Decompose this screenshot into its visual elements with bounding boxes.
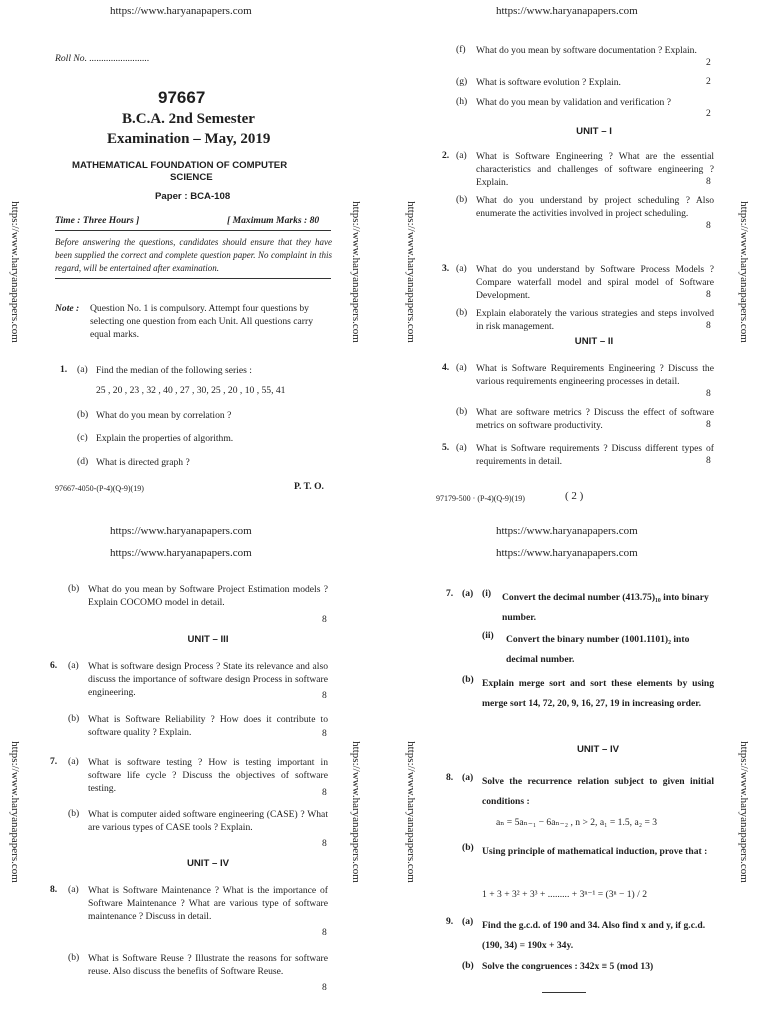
q8b-marks-left: 8 [322, 982, 327, 993]
q5b-label: (b) [68, 583, 80, 594]
q8b-label-right: (b) [462, 842, 474, 853]
unit-1-heading: UNIT – I [576, 126, 612, 137]
q4b-text: What are software metrics ? Discuss the effect of software metrics on software productivity. [476, 407, 714, 431]
q1a-series: 25 , 20 , 23 , 32 , 40 , 27 , 30, 25 , 20 , 10 , 55, 41 [96, 385, 286, 396]
q5a-marks: 8 [706, 455, 711, 466]
page-4-header-url-1: https://www.haryanapapers.com [496, 525, 638, 537]
q8b-label-left: (b) [68, 952, 80, 963]
page-2-side-url-left: https://www.haryanapapers.com [405, 201, 417, 343]
page-2-number: ( 2 ) [565, 490, 584, 502]
q8b-formula: 1 + 3 + 3² + 3³ + ......... + 3ⁿ⁻¹ = (3ⁿ − 1) / 2 [482, 889, 648, 900]
roll-number: Roll No. ......................... [55, 53, 150, 64]
q6a-label: (a) [68, 660, 79, 671]
q4b-label: (b) [456, 406, 468, 417]
q6b-text: What is Software Reliability ? How does it contribute to software quality ? Explain. [88, 714, 328, 738]
q6-number: 6. [50, 660, 58, 671]
page-1-footer-code: 97667-4050-(P-4)(Q-9)(19) [55, 484, 144, 493]
q8a-formula: aₙ = 5aₙ₋₁ − 6aₙ₋₂ , n > 2, a₁ = 1.5, a₂ = 3 [496, 817, 658, 828]
q2b-text: What do you understand by project scheduling ? Also enumerate the activities involved in project scheduling. [476, 195, 714, 219]
subject-line-1: MATHEMATICAL FOUNDATION OF COMPUTER [72, 160, 288, 171]
q1d-text: What is directed graph ? [96, 457, 190, 468]
q1a-label: (a) [77, 364, 88, 375]
q2-number: 2. [442, 150, 450, 161]
q8b-text-left: What is Software Reuse ? Illustrate the reasons for software reuse. Also discuss the benefits of Software Reuse. [88, 953, 328, 977]
page-3 [0, 512, 384, 1024]
q3a-label: (a) [456, 263, 467, 274]
note-text: Question No. 1 is compulsory. Attempt four questions by selecting one question from each Unit. All questions carry equal marks. [90, 303, 313, 340]
q4a-label: (a) [456, 362, 467, 373]
end-of-paper-rule [542, 992, 586, 993]
q8-number-right: 8. [446, 772, 454, 783]
unit-3-heading: UNIT – III [187, 634, 229, 645]
exam-title: Examination – May, 2019 [107, 131, 271, 147]
page-4-header-url-2: https://www.haryanapapers.com [496, 547, 638, 559]
time-allowed: Time : Three Hours ] [55, 215, 140, 226]
q5a-label: (a) [456, 442, 467, 453]
q3a-text: What do you understand by Software Process Models ? Compare waterfall model and spiral model of Software Development. [476, 264, 714, 301]
q9b-text: Solve the congruences : 342x ≡ 5 (mod 13) [482, 961, 654, 972]
q6a-text: What is software design Process ? State its relevance and also discuss the importance of software design Process in software engineering. [88, 661, 328, 698]
q2a-label: (a) [456, 150, 467, 161]
q5b-marks: 8 [322, 614, 327, 625]
q9a-text: Find the g.c.d. of 190 and 34. Also find x and y, if g.c.d. (190, 34) = 190x + 34y. [482, 920, 706, 951]
unit-4-heading-left: UNIT – IV [186, 858, 230, 869]
q4a-marks: 8 [706, 388, 711, 399]
page-1-side-url-right: https://www.haryanapapers.com [350, 201, 362, 343]
paper-number: Paper : BCA-108 [155, 191, 231, 202]
page-2-footer-code: 97179-500 · (P-4)(Q-9)(19) [436, 494, 525, 503]
q1-number: 1. [60, 364, 68, 375]
q1f-label: (f) [456, 44, 466, 55]
q4b-marks: 8 [706, 419, 711, 430]
q1f-text: What do you mean by software documentation ? Explain. [476, 45, 697, 56]
page-2 [384, 0, 768, 512]
q3a-marks: 8 [706, 289, 711, 300]
page-3-side-url-left: https://www.haryanapapers.com [9, 741, 21, 883]
pto-label: P. T. O. [294, 481, 324, 492]
page-2-side-url-right: https://www.haryanapapers.com [738, 201, 750, 343]
q3-number: 3. [442, 263, 450, 274]
paper-code: 97667 [158, 88, 206, 107]
header-rule-top [55, 230, 331, 231]
q1b-label: (b) [77, 409, 89, 420]
q7b-label: (b) [68, 808, 80, 819]
q1a-text: Find the median of the following series : [96, 365, 252, 376]
q7ai-label: (i) [482, 588, 492, 599]
note-label: Note : [55, 303, 80, 314]
q1d-label: (d) [77, 456, 89, 467]
q6b-marks: 8 [322, 728, 327, 739]
q8a-marks-left: 8 [322, 927, 327, 938]
q1h-label: (h) [456, 96, 468, 107]
q1b-text: What do you mean by correlation ? [96, 410, 232, 421]
q8a-text-left: What is Software Maintenance ? What is the importance of Software Maintenance ? What are various type of software maintenance ? Discuss in detail. [88, 885, 328, 922]
page-1-side-url-left: https://www.haryanapapers.com [9, 201, 21, 343]
q1c-label: (c) [77, 432, 88, 443]
q5-number: 5. [442, 442, 450, 453]
q2b-marks: 8 [706, 220, 711, 231]
q7a-text: What is software testing ? How is testing important in software life cycle ? Discuss the objectives of software testing. [88, 757, 328, 794]
q7b-marks: 8 [322, 838, 327, 849]
page-4-side-url-right: https://www.haryanapapers.com [738, 741, 750, 883]
q2b-label: (b) [456, 194, 468, 205]
course-title: B.C.A. 2nd Semester [122, 111, 255, 127]
q8a-text-right: Solve the recurrence relation subject to given initial conditions : [482, 776, 714, 807]
candidate-instruction: Before answering the questions, candidates should ensure that they have been supplied the correct and complete question paper. No complaint in this regard, will be entertained after examination. [55, 237, 332, 273]
q1g-text: What is software evolution ? Explain. [476, 77, 621, 88]
q7-number: 7. [50, 756, 58, 767]
q8b-text-right: Using principle of mathematical induction, prove that : [482, 846, 708, 857]
q5b-text: What do you mean by Software Project Estimation models ? Explain COCOMO model in detail. [88, 584, 328, 608]
maximum-marks: [ Maximum Marks : 80 [227, 215, 320, 226]
page-4 [384, 512, 768, 1024]
page-3-header-url-1: https://www.haryanapapers.com [110, 525, 252, 537]
q1c-text: Explain the properties of algorithm. [96, 433, 234, 444]
q7ai-text: Convert the decimal number (413.75)₁₀ into binary number. [502, 592, 709, 623]
q7b-label-right: (b) [462, 674, 474, 685]
unit-4-heading-right: UNIT – IV [576, 744, 620, 755]
q1f-marks: 2 [706, 57, 711, 68]
page-2-header-url: https://www.haryanapapers.com [496, 5, 638, 17]
page-1-header-url: https://www.haryanapapers.com [110, 5, 252, 17]
q4-number: 4. [442, 362, 450, 373]
q4a-text: What is Software Requirements Engineering ? Discuss the various requirements engineering processes in detail. [476, 363, 714, 387]
q6a-marks: 8 [322, 690, 327, 701]
q1h-marks: 2 [706, 108, 711, 119]
q7aii-label: (ii) [482, 630, 494, 641]
q6b-label: (b) [68, 713, 80, 724]
q8a-label-left: (a) [68, 884, 79, 895]
q9-number: 9. [446, 916, 454, 927]
unit-2-heading: UNIT – II [574, 336, 614, 347]
q3b-text: Explain elaborately the various strategies and steps involved in risk management. [476, 308, 714, 332]
q5a-text: What is Software requirements ? Discuss different types of requirements in detail. [476, 443, 714, 467]
page-1 [0, 0, 384, 512]
q7b-text: What is computer aided software engineering (CASE) ? What are various types of CASE tools ? Explain. [88, 809, 328, 833]
q3b-marks: 8 [706, 320, 711, 331]
q1h-text: What do you mean by validation and verification ? [476, 97, 672, 108]
q3b-label: (b) [456, 307, 468, 318]
q7a-label-right: (a) [462, 588, 474, 599]
q2a-marks: 8 [706, 176, 711, 187]
q8a-label-right: (a) [462, 772, 474, 783]
q7a-marks: 8 [322, 787, 327, 798]
q1g-label: (g) [456, 76, 468, 87]
page-3-header-url-2: https://www.haryanapapers.com [110, 547, 252, 559]
q7-number-right: 7. [446, 588, 454, 599]
q9a-label: (a) [462, 916, 474, 927]
page-4-side-url-left: https://www.haryanapapers.com [405, 741, 417, 883]
q1g-marks: 2 [706, 76, 711, 87]
q7b-text-right: Explain merge sort and sort these elements by using merge sort 14, 72, 20, 9, 16, 27, 19 in increasing order. [482, 678, 714, 709]
q2a-text: What is Software Engineering ? What are the essential characteristics and challenges of software engineering ? Explain. [476, 151, 714, 188]
q7a-label: (a) [68, 756, 79, 767]
q7aii-text: Convert the binary number (1001.1101)₂ into decimal number. [506, 634, 690, 665]
subject-line-2: SCIENCE [170, 172, 213, 183]
q9b-label: (b) [462, 960, 474, 971]
q8-number-left: 8. [50, 884, 58, 895]
header-rule-bottom [55, 278, 331, 279]
page-3-side-url-right: https://www.haryanapapers.com [350, 741, 362, 883]
